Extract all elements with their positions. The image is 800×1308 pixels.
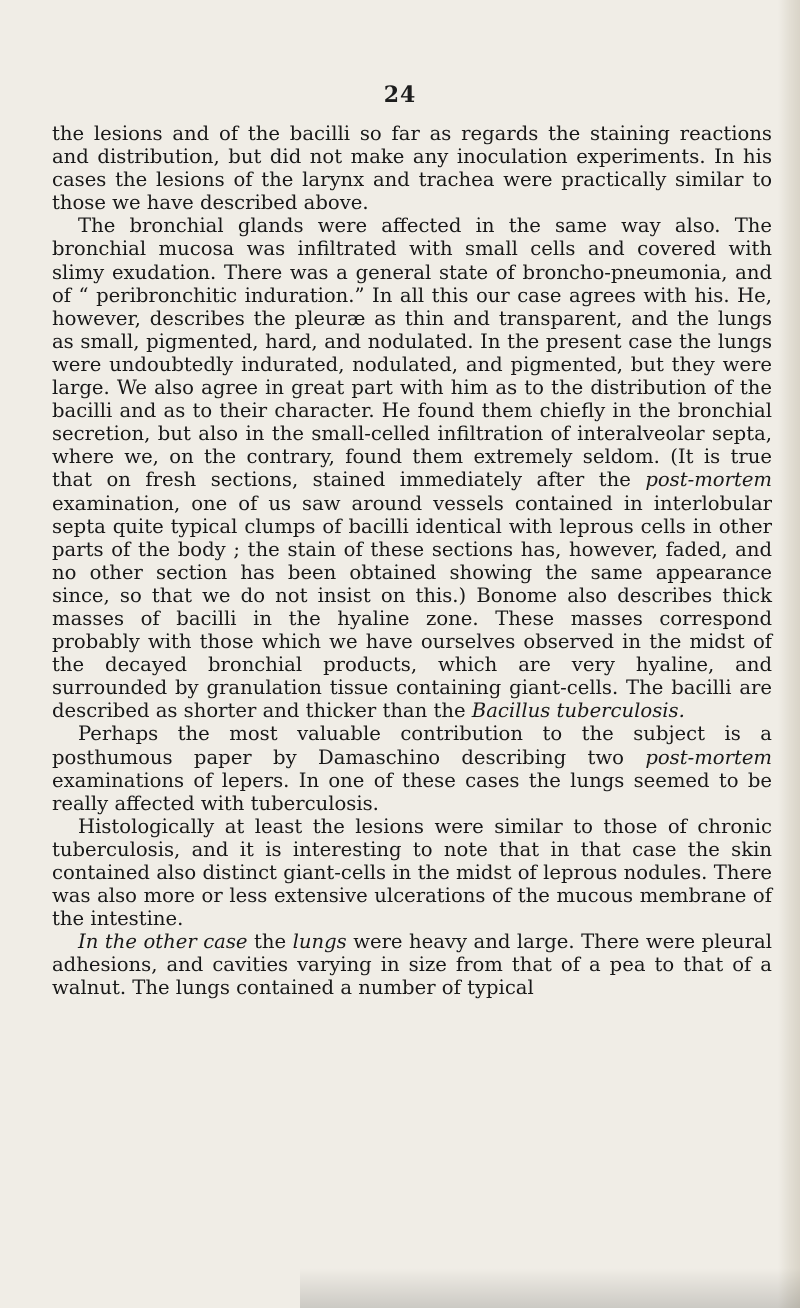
text-run: were heavy and large. There were pleural adhesions, and cavities varying in size from that of a pea to that of a walnut. The lungs contained a number of typical: [52, 930, 772, 1000]
text-run: examinations of lepers. In one of these cases the lungs seemed to be really affected with tuberculosis.: [52, 768, 772, 815]
paragraph: [52, 930, 772, 999]
text-run: The bronchial glands were affected in the same way also. The bronchial mucosa was infiltrated with small cells and covered with slimy exudation. There was a general state of broncho-pneumonia, and of “ peribronchitic induration.” In all this our case agrees with his. He, however, describes the pleuræ as thin and transparent, and the lungs as small, pigmented, hard, and nodulated. In the present case the lungs were undoubtedly indurated, nodulated, and pigmented, but they were large. We also agree in great part with him as to the distribution of the bacilli and as to their character. He found them chiefly in the bronchial secretion, but also in the small-celled infiltration of interalveolar septa, where we, on the contrary, found them extremely seldom. (It is true that on fresh sections, stained immediately after the: [52, 214, 772, 492]
text-run: Perhaps the most valuable contribution to the subject is a posthumous paper by Damaschino describing two: [52, 722, 772, 769]
paragraph: [52, 722, 772, 814]
italic-text: lungs: [292, 930, 347, 954]
page-number: 24: [383, 82, 417, 108]
italic-text: post-mortem: [645, 468, 772, 492]
text-run: examination, one of us saw around vessels contained in interlobular septa quite typical clumps of bacilli identical with leprous cells in other parts of the body ; the stain of these sections has, however, faded, and no other section has been obtained showing the same appearance since, so that we do not insist on this.) Bonome also describes thick masses of bacilli in the hyaline zone. These masses correspond probably with those which we have ourselves observed in the midst of the decayed bronchial products, which are very hyaline, and surrounded by granulation tissue containing giant-cells. The bacilli are described as shorter and thicker than the: [52, 491, 772, 723]
page-bottom-shadow: [300, 1268, 800, 1308]
page-edge: [778, 0, 800, 1308]
paragraph: [52, 815, 772, 930]
body-text: [52, 122, 772, 1000]
text-run: the lesions and of the bacilli so far as regards the staining reactions and distribution, but did not make any inoculation experiments. In his cases the lesions of the larynx and trachea were practically similar to those we have described above.: [52, 122, 772, 215]
italic-text: post-mortem: [645, 745, 772, 769]
italic-text: In the other case: [78, 930, 248, 954]
text-run: Histologically at least the lesions were similar to those of chronic tuberculosis, and it is interesting to note that in that case the skin contained also distinct giant-cells in the midst of leprous nodules. There was also more or less extensive ulcerations of the mucous membrane of the intestine.: [52, 814, 772, 931]
italic-text: Bacillus tuberculosis.: [471, 699, 685, 723]
text-run: the: [247, 930, 293, 954]
paragraph: [52, 214, 772, 722]
paragraph: [52, 122, 772, 214]
